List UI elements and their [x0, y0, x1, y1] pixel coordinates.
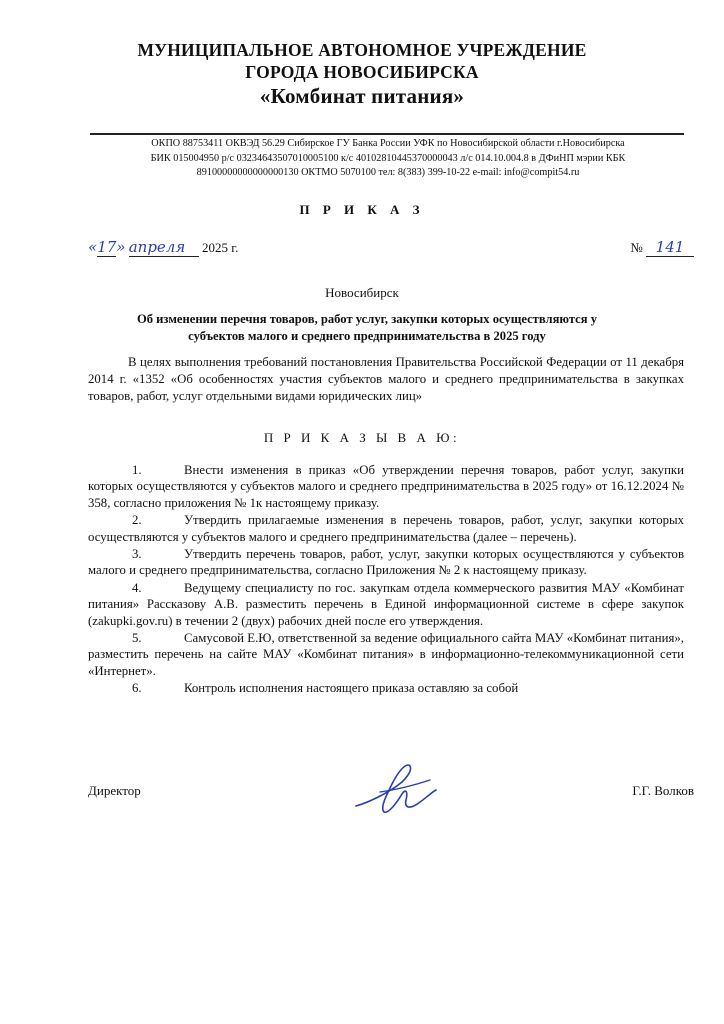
order-item [88, 546, 684, 579]
order-item [88, 580, 684, 629]
order-item [88, 630, 684, 679]
preamble-paragraph: В целях выполнения требований постановления Правительства Российской Федерации от 11 декабря 2014 г. «1352 «Об особенностях участия субъектов малого и среднего предпринимательства в закупках товаров, работ, услуг отдельными видами юридических лиц» [88, 355, 684, 404]
item-text: Контроль исполнения настоящего приказа оставляю за собой [184, 681, 519, 696]
order-heading: П Р И К А З Ы В А Ю: [263, 430, 461, 445]
date-close-quote: » [116, 238, 126, 256]
item-number: 2. [132, 513, 142, 528]
item-text: Утвердить перечень товаров, работ, услуг, закупки которых осуществляются у субъектов малого и среднего предпринимательства, согласно Приложения № 2 к настоящему приказу. [88, 547, 684, 578]
item-text: Самусовой Е.Ю, ответственной за ведение официального сайта МАУ «Комбинат питания», разместить перечень на сайте МАУ «Комбинат питания» в информационно-телекоммуникационной сети «Интернет». [88, 631, 684, 678]
order-items-list [88, 462, 684, 698]
header-divider [90, 133, 684, 135]
date-year: 2025 г. [201, 240, 239, 255]
number-value: 141 [646, 238, 694, 257]
handwritten-signature [350, 762, 440, 818]
order-item [88, 680, 684, 696]
item-number: 1. [132, 463, 142, 477]
requisites-line2: БИК 015004950 р/с 03234643507010005100 к/с 40102810445370000043 л/с 014.10.004.8 в ДФиНП мэрии КБК [150, 152, 626, 164]
item-number: 3. [132, 547, 142, 562]
item-number: 6. [132, 681, 142, 696]
number-label: № [630, 240, 643, 255]
signer-name: Г.Г. Волков [632, 783, 694, 798]
date-day: 17 [97, 238, 117, 256]
document-subject [110, 311, 624, 345]
subject-line1: Об изменении перечня товаров, работ услуг, закупки которых осуществляются у [136, 312, 598, 326]
item-text: Внести изменения в приказ «Об утверждении перечня товаров, работ услуг, закупки которых осуществляются у субъектов малого и среднего предпринимательства в 2025 году» от 16.12.2024 № 358, согласно приложения № 1к настоящему приказу. [88, 463, 684, 510]
org-name-line2: ГОРОДА НОВОСИБИРСКА [245, 62, 479, 82]
requisites-line3: 89100000000000000130 ОКТМО 5070100 тел: 8(383) 399-10-22 e-mail: info@compit54.ru [196, 167, 580, 178]
date-open-quote: « [88, 238, 98, 256]
document-number [630, 238, 694, 257]
item-number: 4. [132, 580, 142, 595]
requisites-block [78, 137, 698, 181]
document-date [88, 238, 238, 257]
org-brand-name: «Комбинат питания» [259, 84, 465, 108]
item-number: 5. [132, 631, 142, 646]
date-month: апреля [129, 238, 199, 257]
document-city: Новосибирск [325, 285, 399, 300]
subject-line2: субъектов малого и среднего предпринимательства в 2025 году [188, 329, 546, 343]
item-text: Ведущему специалисту по гос. закупкам отдела коммерческого развития МАУ «Комбинат питания» Рассказову А.В. разместить перечень в Единой информационной системе в сфере закупок (zakupki.gov.ru) в течении 2 (двух) рабочих дней после его утверждения. [88, 580, 684, 628]
requisites-line1: ОКПО 88753411 ОКВЭД 56.29 Сибирское ГУ Банка России УФК по Новосибирской области г.Новосибирска [151, 138, 625, 149]
document-title: П Р И К А З [299, 202, 425, 217]
signer-title: Директор [88, 783, 141, 798]
order-item [88, 512, 684, 545]
org-name-line1: МУНИЦИПАЛЬНОЕ АВТОНОМНОЕ УЧРЕЖДЕНИЕ [137, 40, 587, 60]
order-item [88, 462, 684, 511]
item-text: Утвердить прилагаемые изменения в перечень товаров, работ, услуг, закупки которых осуществляются у субъектов малого и среднего предпринимательства (далее – перечень). [88, 513, 684, 544]
